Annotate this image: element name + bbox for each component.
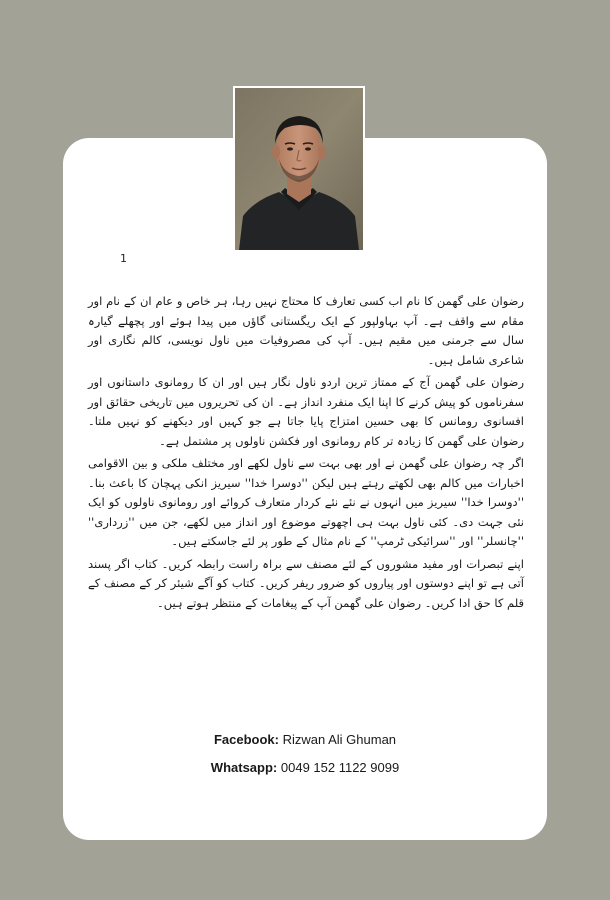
whatsapp-value: 0049 152 1122 9099 (280, 760, 400, 775)
facebook-contact (0, 732, 610, 747)
facebook-value: Rizwan Ali Ghuman (282, 732, 397, 747)
bio-paragraph-4: اپنے تبصرات اور مفید مشوروں کے لئے مصنف سے براہ راست رابطہ کریں۔ کتاب اگر پسند آتی ہے تو اپنے دوستوں اور پیاروں کو ضرور ریفر کریں۔ کتاب کو آگے شیئر کر کے مصنف کے قلم کا حق ادا کریں۔ رضوان علی گھمن آپ کے پیغامات کے منتظر ہوتے ہیں۔ (88, 556, 524, 610)
author-bio (88, 292, 524, 616)
bio-paragraph-2: رضوان علی گھمن آج کے ممتاز ترین اردو ناول نگار ہیں اور ان کا رومانوی داستانوں اور سفرناموں کو پیش کرنے کا اپنا ایک منفرد انداز ہے۔ ان کی تحریروں میں تاریخی حقائق اور افسانوی رومانس کا بھی حسین امتزاج پایا جاتا ہے جو کہیں اور دیکھنے کو نہیں ملتا۔ رضوان علی گھمن کا زیادہ تر کام رومانوی اور فکشن ناولوں پر مشتمل ہے۔ (88, 375, 524, 448)
whatsapp-label: Whatsapp: (210, 760, 278, 775)
bio-paragraph-1: رضوان علی گھمن کا نام اب کسی تعارف کا محتاج نہیں رہا، ہر خاص و عام ان کے نام اور مقام سے واقف ہے۔ آپ بہاولپور کے ایک ریگستانی گاؤں میں پیدا ہوئے اور پچھلے گیارہ سال سے جرمنی میں مقیم ہیں۔ آپ کی مصروفیات میں ناول نویسی، کالم نگاری اور شاعری شامل ہیں۔ (88, 294, 524, 367)
author-photo (233, 86, 365, 252)
facebook-label: Facebook: (213, 732, 279, 747)
page-number: 1 (120, 252, 127, 265)
whatsapp-contact (0, 760, 610, 775)
bio-paragraph-3: اگر چہ رضوان علی گھمن نے اور بھی بہت سے ناول لکھے اور مختلف ملکی و بین الاقوامی اخبارات میں کالم بھی لکھتے رہتے ہیں لیکن ''دوسرا خدا'' سیریز انکی پہچان کا باعث بنا۔ ''دوسرا خدا'' سیریز میں انہوں نے نئے نئے کردار متعارف کروائے اور رومانوی ناولوں کو ایک نئی جہت دی۔ کئی ناول بہت ہی اچھوتے موضوع اور انداز میں لکھے، جن میں ''زرداری'' ''چانسلر'' اور ''سرائیکی ٹرمپ'' کے نام مثال کے طور پر لئے جاسکتے ہیں۔ (88, 456, 524, 548)
